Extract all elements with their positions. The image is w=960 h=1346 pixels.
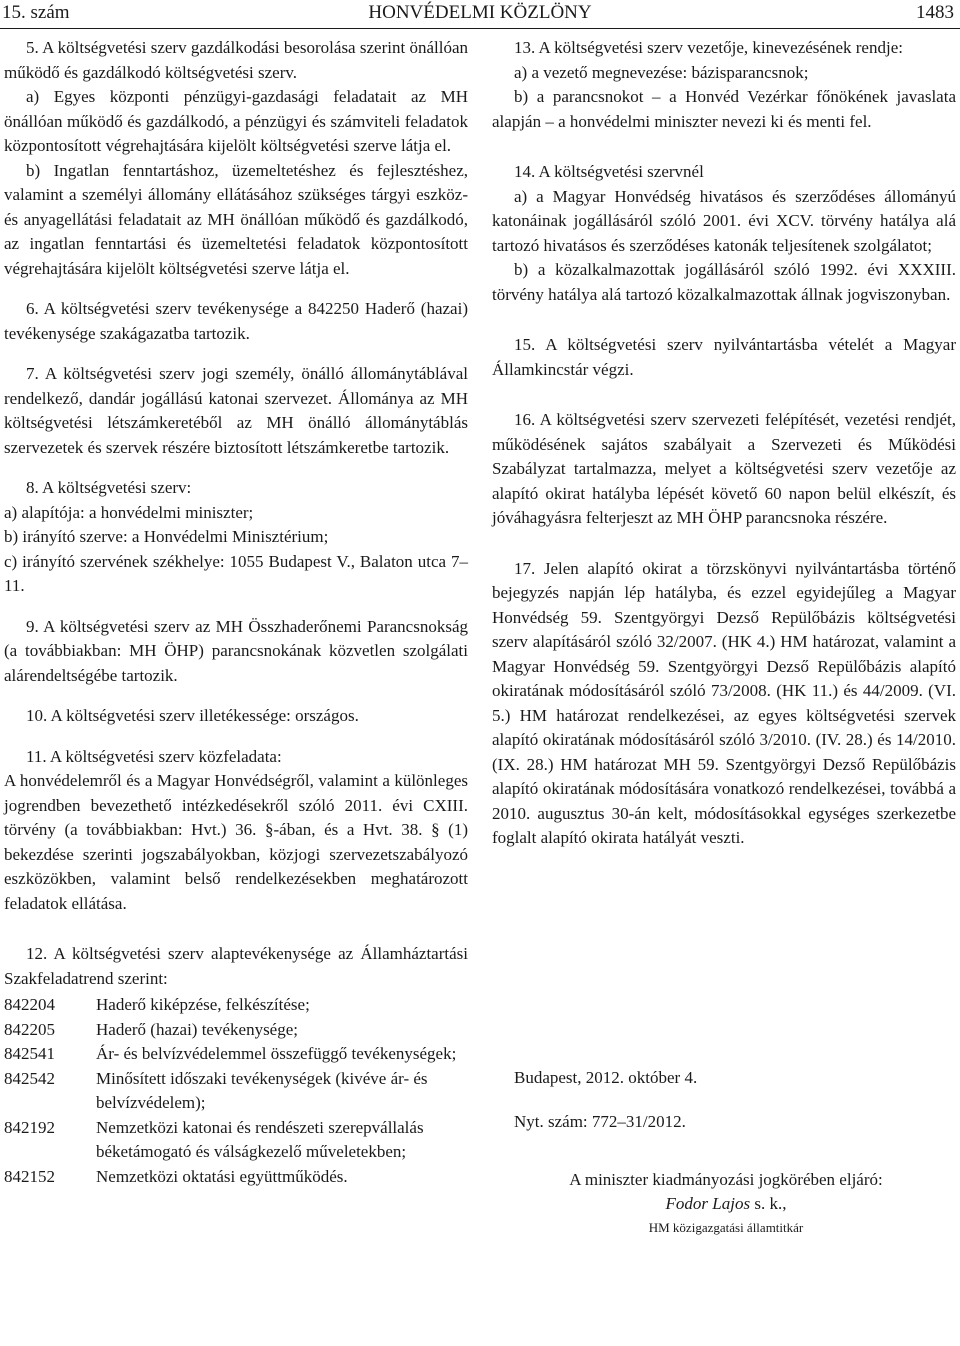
- signing-authority: A miniszter kiadmányozási jogkörében eljáró:: [569, 1170, 883, 1189]
- section-13-b: b) a parancsnokot – a Honvéd Vezérkar főnökének javaslata alapján – a honvédelmi miniszter nevezi ki és menti fel.: [492, 87, 956, 131]
- activity-code: 842204: [4, 995, 55, 1014]
- activity-description: Nemzetközi oktatási együttműködés.: [96, 1166, 348, 1186]
- left-column: [4, 36, 468, 1189]
- section-8-a: a) alapítója: a honvédelmi miniszter;: [4, 502, 254, 522]
- activity-code-list: [4, 993, 468, 1189]
- section-14-a: a) a Magyar Honvédség hivatásos és szerződéses állományú katonáinak jogállásáról szóló 2001. évi XCV. törvény hatálya alá tartozó hivatásos és szerződéses katonák teljesítenek szolgálatot;: [492, 186, 956, 255]
- activity-description: Nemzetközi katonai és rendészeti szerepvállalás béketámogató és válságkezelő műveletekben;: [96, 1117, 424, 1161]
- section-5-a: a) Egyes központi pénzügyi-gazdasági feladatait az MH önállóan működő és gazdálkodó, a pénzügyi és számviteli feladatok központosított végrehajtására kijelölt költségvetési szerve látja el.: [4, 87, 468, 155]
- section-5-b: b) Ingatlan fenntartáshoz, üzemeltetéshez és fejlesztéshez, valamint a személyi állomány ellátásához szükséges tárgyi eszköz- és anyagellátási feladatait az MH önállóan működő és gazdálkodó, az ingatlan fenntartási és üzemeltetési feladatok központosított végrehajtására kijelölt költségvetési szerve látja el.: [4, 160, 468, 278]
- activity-code: 842192: [4, 1117, 55, 1137]
- section-13-a: a) a vezető megnevezése: bázisparancsnok;: [514, 62, 809, 82]
- signatory-suffix: s. k.,: [750, 1194, 787, 1213]
- section-16: 16. A költségvetési szerv szervezeti felépítését, vezetési rendjét, működésének sajátos szabályait a Szervezeti és Működési Szabályzat tartalmazza, melyet a költségvetési szerv vezetője az alapító okirat hatályba lépését követő 60 napon belül elkészít, és jóváhagyásra felterjeszt az MH ÖHP parancsnoka részére.: [492, 410, 956, 527]
- list-item: [4, 1018, 468, 1043]
- issue-number: 15. szám: [2, 2, 70, 23]
- section-9: 9. A költségvetési szerv az MH Összhaderőnemi Parancsnokság (a továbbiakban: MH ÖHP) parancsnokának közvetlen szolgálati alárendeltségébe tartozik.: [4, 616, 468, 685]
- section-6: 6. A költségvetési szerv tevékenysége a 842250 Haderő (hazai) tevékenysége szakágazatba tartozik.: [4, 299, 468, 343]
- signature-block: [492, 1066, 960, 1240]
- reference-number: Nyt. szám: 772–31/2012.: [514, 1112, 686, 1131]
- page-header: [0, 0, 960, 26]
- list-item: [4, 1165, 468, 1190]
- section-15: 15. A költségvetési szerv nyilvántartásba vételét a Magyar Államkincstár végzi.: [492, 335, 956, 379]
- section-10: 10. A költségvetési szerv illetékessége: országos.: [26, 706, 359, 725]
- activity-description: Minősített időszaki tevékenységek (kivéve ár- és belvízvédelem);: [96, 1068, 428, 1112]
- section-8-b: b) irányító szerve: a Honvédelmi Minisztérium;: [4, 527, 329, 546]
- section-11-text: A honvédelemről és a Magyar Honvédségről, valamint a különleges jogrendben bevezethető intézkedésekről szóló 2011. évi CXIII. törvény (a továbbiakban: Hvt.) 36. §-ában, és a Hvt. 38. § (1) bekezdése szerinti jogszabályokban, közjogi szervezetszabályozó eszközökben, valamint belső rendelkezésekben meghatározott feladatok ellátása.: [4, 771, 468, 913]
- header-rule: [0, 28, 960, 29]
- section-13: 13. A költségvetési szerv vezetője, kinevezésének rendje:: [514, 38, 903, 57]
- activity-description: Ár- és belvízvédelemmel összefüggő tevékenységek;: [96, 1044, 457, 1063]
- place-and-date: Budapest, 2012. október 4.: [514, 1068, 698, 1087]
- list-item: [4, 1042, 468, 1067]
- publication-title: HONVÉDELMI KÖZLÖNY: [368, 2, 592, 23]
- list-item: [4, 993, 468, 1018]
- section-5: 5. A költségvetési szerv gazdálkodási besorolása szerint önállóan működő és gazdálkodó költségvetési szerv.: [4, 38, 468, 82]
- list-item: [4, 1067, 468, 1116]
- activity-code: 842542: [4, 1068, 55, 1088]
- section-17: 17. Jelen alapító okirat a törzskönyvi nyilvántartásba történő bejegyzés napján lép hatályba, és ezzel egyidejűleg a Magyar Honvédség 59. Szentgyörgyi Dezső Repülőbázis költségvetési szerv alapításáról szóló 32/2007. (HK 4.) HM határozat, valamint a Magyar Honvédség 59. Szentgyörgyi Dezső Repülőbázis alapító okiratának módosításáról szóló 73/2008. (HK 11.) és 44/2009. (VI. 5.) HM határozat rendelkezései, az egyes költségvetési szervek alapító okiratának módosításáról szóló 3/2010. (IV. 28.) és 14/2010. (IX. 28.) HM határozat MH 59. Szentgyörgyi Dezső Repülőbázis alapító okiratának módosítására vonatkozó rendelkezései, továbbá a 2010. augusztus 30-án kelt, módosításokkal egységes szerkezetbe foglalt alapító okirata hatályát veszti.: [492, 558, 956, 847]
- section-14-b: b) a közalkalmazottak jogállásáról szóló 1992. évi XXXIII. törvény hatálya alá tartozó közalkalmazottak állnak jogviszonyban.: [492, 260, 956, 304]
- page-number: 1483: [916, 2, 954, 23]
- activity-code: 842541: [4, 1044, 55, 1063]
- signatory-title: HM közigazgatási államtitkár: [648, 1220, 804, 1235]
- signatory: [492, 1192, 960, 1216]
- list-item: [4, 1116, 468, 1165]
- section-14: 14. A költségvetési szervnél: [514, 162, 704, 181]
- section-8-c: c) irányító szervének székhelye: 1055 Budapest V., Balaton utca 7–11.: [4, 551, 468, 595]
- activity-code: 842152: [4, 1166, 55, 1186]
- section-12: 12. A költségvetési szerv alaptevékenysége az Államháztartási Szakfeladatrend szerint:: [4, 944, 468, 988]
- right-column: [492, 36, 956, 851]
- section-8: 8. A költségvetési szerv:: [26, 478, 192, 497]
- activity-description: Haderő (hazai) tevékenysége;: [96, 1019, 298, 1039]
- section-11: 11. A költségvetési szerv közfeladata:: [26, 746, 282, 766]
- section-7: 7. A költségvetési szerv jogi személy, önálló állománytáblával rendelkező, dandár jogállású katonai szervezet. Állománya az MH költségvetési létszámkeretéből az MH önálló állománytáblás szervezetek és szervek részére biztosított létszámkeretbe tartozik.: [4, 364, 468, 457]
- activity-code: 842205: [4, 1019, 55, 1039]
- signatory-name: Fodor Lajos: [665, 1194, 751, 1213]
- activity-description: Haderő kiképzése, felkészítése;: [96, 995, 310, 1014]
